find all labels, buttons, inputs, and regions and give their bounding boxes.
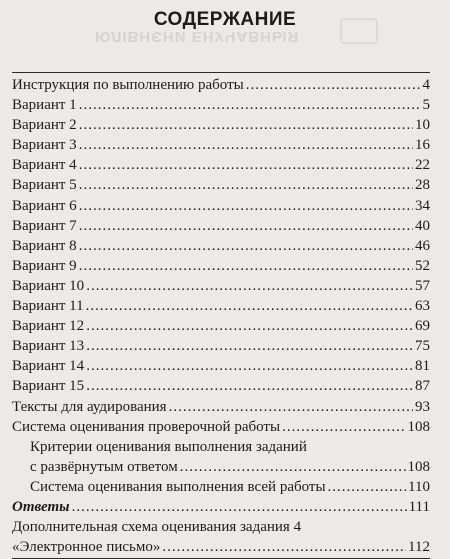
toc-entry-page: 5 [422,97,430,114]
toc-leader-dots [79,196,413,216]
toc-entry-label: Вариант 1 [12,97,77,114]
toc-entry-variant-5[interactable] [12,175,430,195]
toc-entry-label: Тексты для аудирования [12,398,167,415]
toc-entry-page: 75 [415,338,430,355]
toc-entry-extra-scheme-line1[interactable] [12,517,430,537]
toc-entry-label: Вариант 2 [12,117,77,134]
toc-entry-label: Вариант 15 [12,378,85,395]
toc-leader-dots [79,155,413,175]
toc-entry-label: Вариант 14 [12,358,85,375]
toc-entry-variant-10[interactable] [12,276,430,296]
toc-entry-page: 40 [415,217,430,234]
toc-entry-page: 10 [415,117,430,134]
toc-entry-grading-system[interactable] [12,417,430,437]
bleed-through-text: ЮЛІВНЄНИ ЕНУЧАВНЫЯ [95,28,300,45]
toc-entry-variant-3[interactable] [12,135,430,155]
toc-entry-label: с развёрнутым ответом [30,458,178,475]
table-of-contents [12,72,430,559]
toc-leader-dots [86,336,413,356]
toc-entry-label: Вариант 6 [12,197,77,214]
toc-entry-label: Вариант 5 [12,177,77,194]
toc-leader-dots [86,316,413,336]
toc-entry-variant-15[interactable] [12,376,430,396]
toc-entry-variant-4[interactable] [12,155,430,175]
toc-entry-page: 69 [415,318,430,335]
toc-leader-dots [180,457,406,477]
toc-entry-label: Вариант 7 [12,217,77,234]
toc-entry-page: 4 [422,77,430,93]
toc-leader-dots [79,135,413,155]
toc-leader-dots [86,276,413,296]
toc-leader-dots [162,537,406,557]
toc-entry-variant-11[interactable] [12,296,430,316]
toc-entry-page: 63 [415,298,430,315]
toc-entry-label: Вариант 8 [12,237,77,254]
toc-entry-variant-6[interactable] [12,196,430,216]
toc-entry-variant-8[interactable] [12,236,430,256]
toc-entry-variant-9[interactable] [12,256,430,276]
toc-entry-page: 46 [415,237,430,254]
toc-entry-instructions[interactable] [12,75,430,95]
toc-entry-page: 57 [415,277,430,294]
toc-entry-label: Система оценивания выполнения всей работы [30,478,326,495]
toc-leader-dots [79,115,413,135]
toc-entry-page: 112 [408,539,430,556]
toc-entry-label: Дополнительная схема оценивания задания 4 [12,519,302,536]
toc-leader-dots [282,417,405,437]
toc-entry-label: Инструкция по выполнению работы [12,77,244,93]
toc-entry-label: Вариант 4 [12,157,77,174]
toc-leader-dots [72,497,407,517]
toc-entry-variant-2[interactable] [12,115,430,135]
toc-entry-page: 52 [415,257,430,274]
toc-entry-label: Вариант 9 [12,257,77,274]
toc-entry-answers[interactable] [12,497,430,517]
toc-leader-dots [246,75,421,95]
toc-entry-variant-12[interactable] [12,316,430,336]
toc-entry-criteria-line2[interactable] [12,457,430,477]
toc-entry-page: 22 [415,157,430,174]
toc-leader-dots [86,356,413,376]
toc-leader-dots [79,216,413,236]
toc-entry-variant-14[interactable] [12,356,430,376]
toc-leader-dots [328,477,407,497]
toc-entry-criteria-line1[interactable] [12,437,430,457]
toc-leader-dots [79,236,413,256]
toc-entry-label: «Электронное письмо» [12,539,161,556]
toc-entry-page: 87 [415,378,430,395]
toc-entry-page: 108 [407,458,430,475]
page-title: СОДЕРЖАНИЕ [153,9,297,30]
toc-leader-dots [79,256,413,276]
toc-entry-label: Система оценивания проверочной работы [12,418,281,435]
toc-entry-variant-7[interactable] [12,216,430,236]
toc-entry-page: 28 [415,177,430,194]
toc-entry-label: Критерии оценивания выполнения заданий [30,438,307,455]
toc-entry-label: Вариант 10 [12,277,85,294]
toc-entry-page: 111 [408,498,430,515]
toc-entry-label: Вариант 12 [12,318,85,335]
toc-leader-dots [86,296,413,316]
toc-entry-label: Вариант 11 [12,298,84,315]
toc-leader-dots [169,397,413,417]
toc-entry-variant-1[interactable] [12,95,430,115]
toc-entry-label: Ответы [12,498,70,515]
toc-leader-dots [79,175,413,195]
toc-entry-page: 93 [415,398,430,415]
toc-entry-page: 108 [407,418,430,435]
toc-entry-page: 16 [415,137,430,154]
toc-entry-label: Вариант 13 [12,338,85,355]
toc-entry-variant-13[interactable] [12,336,430,356]
toc-entry-whole-work-grading[interactable] [12,477,430,497]
toc-leader-dots [79,95,421,115]
toc-entry-listening-texts[interactable] [12,397,430,417]
toc-entry-label: Вариант 3 [12,137,77,154]
toc-entry-page: 34 [415,197,430,214]
toc-entry-page: 81 [415,358,430,375]
toc-entry-extra-scheme-line2[interactable] [12,537,430,557]
toc-entry-page: 110 [408,478,430,495]
toc-leader-dots [86,376,413,396]
